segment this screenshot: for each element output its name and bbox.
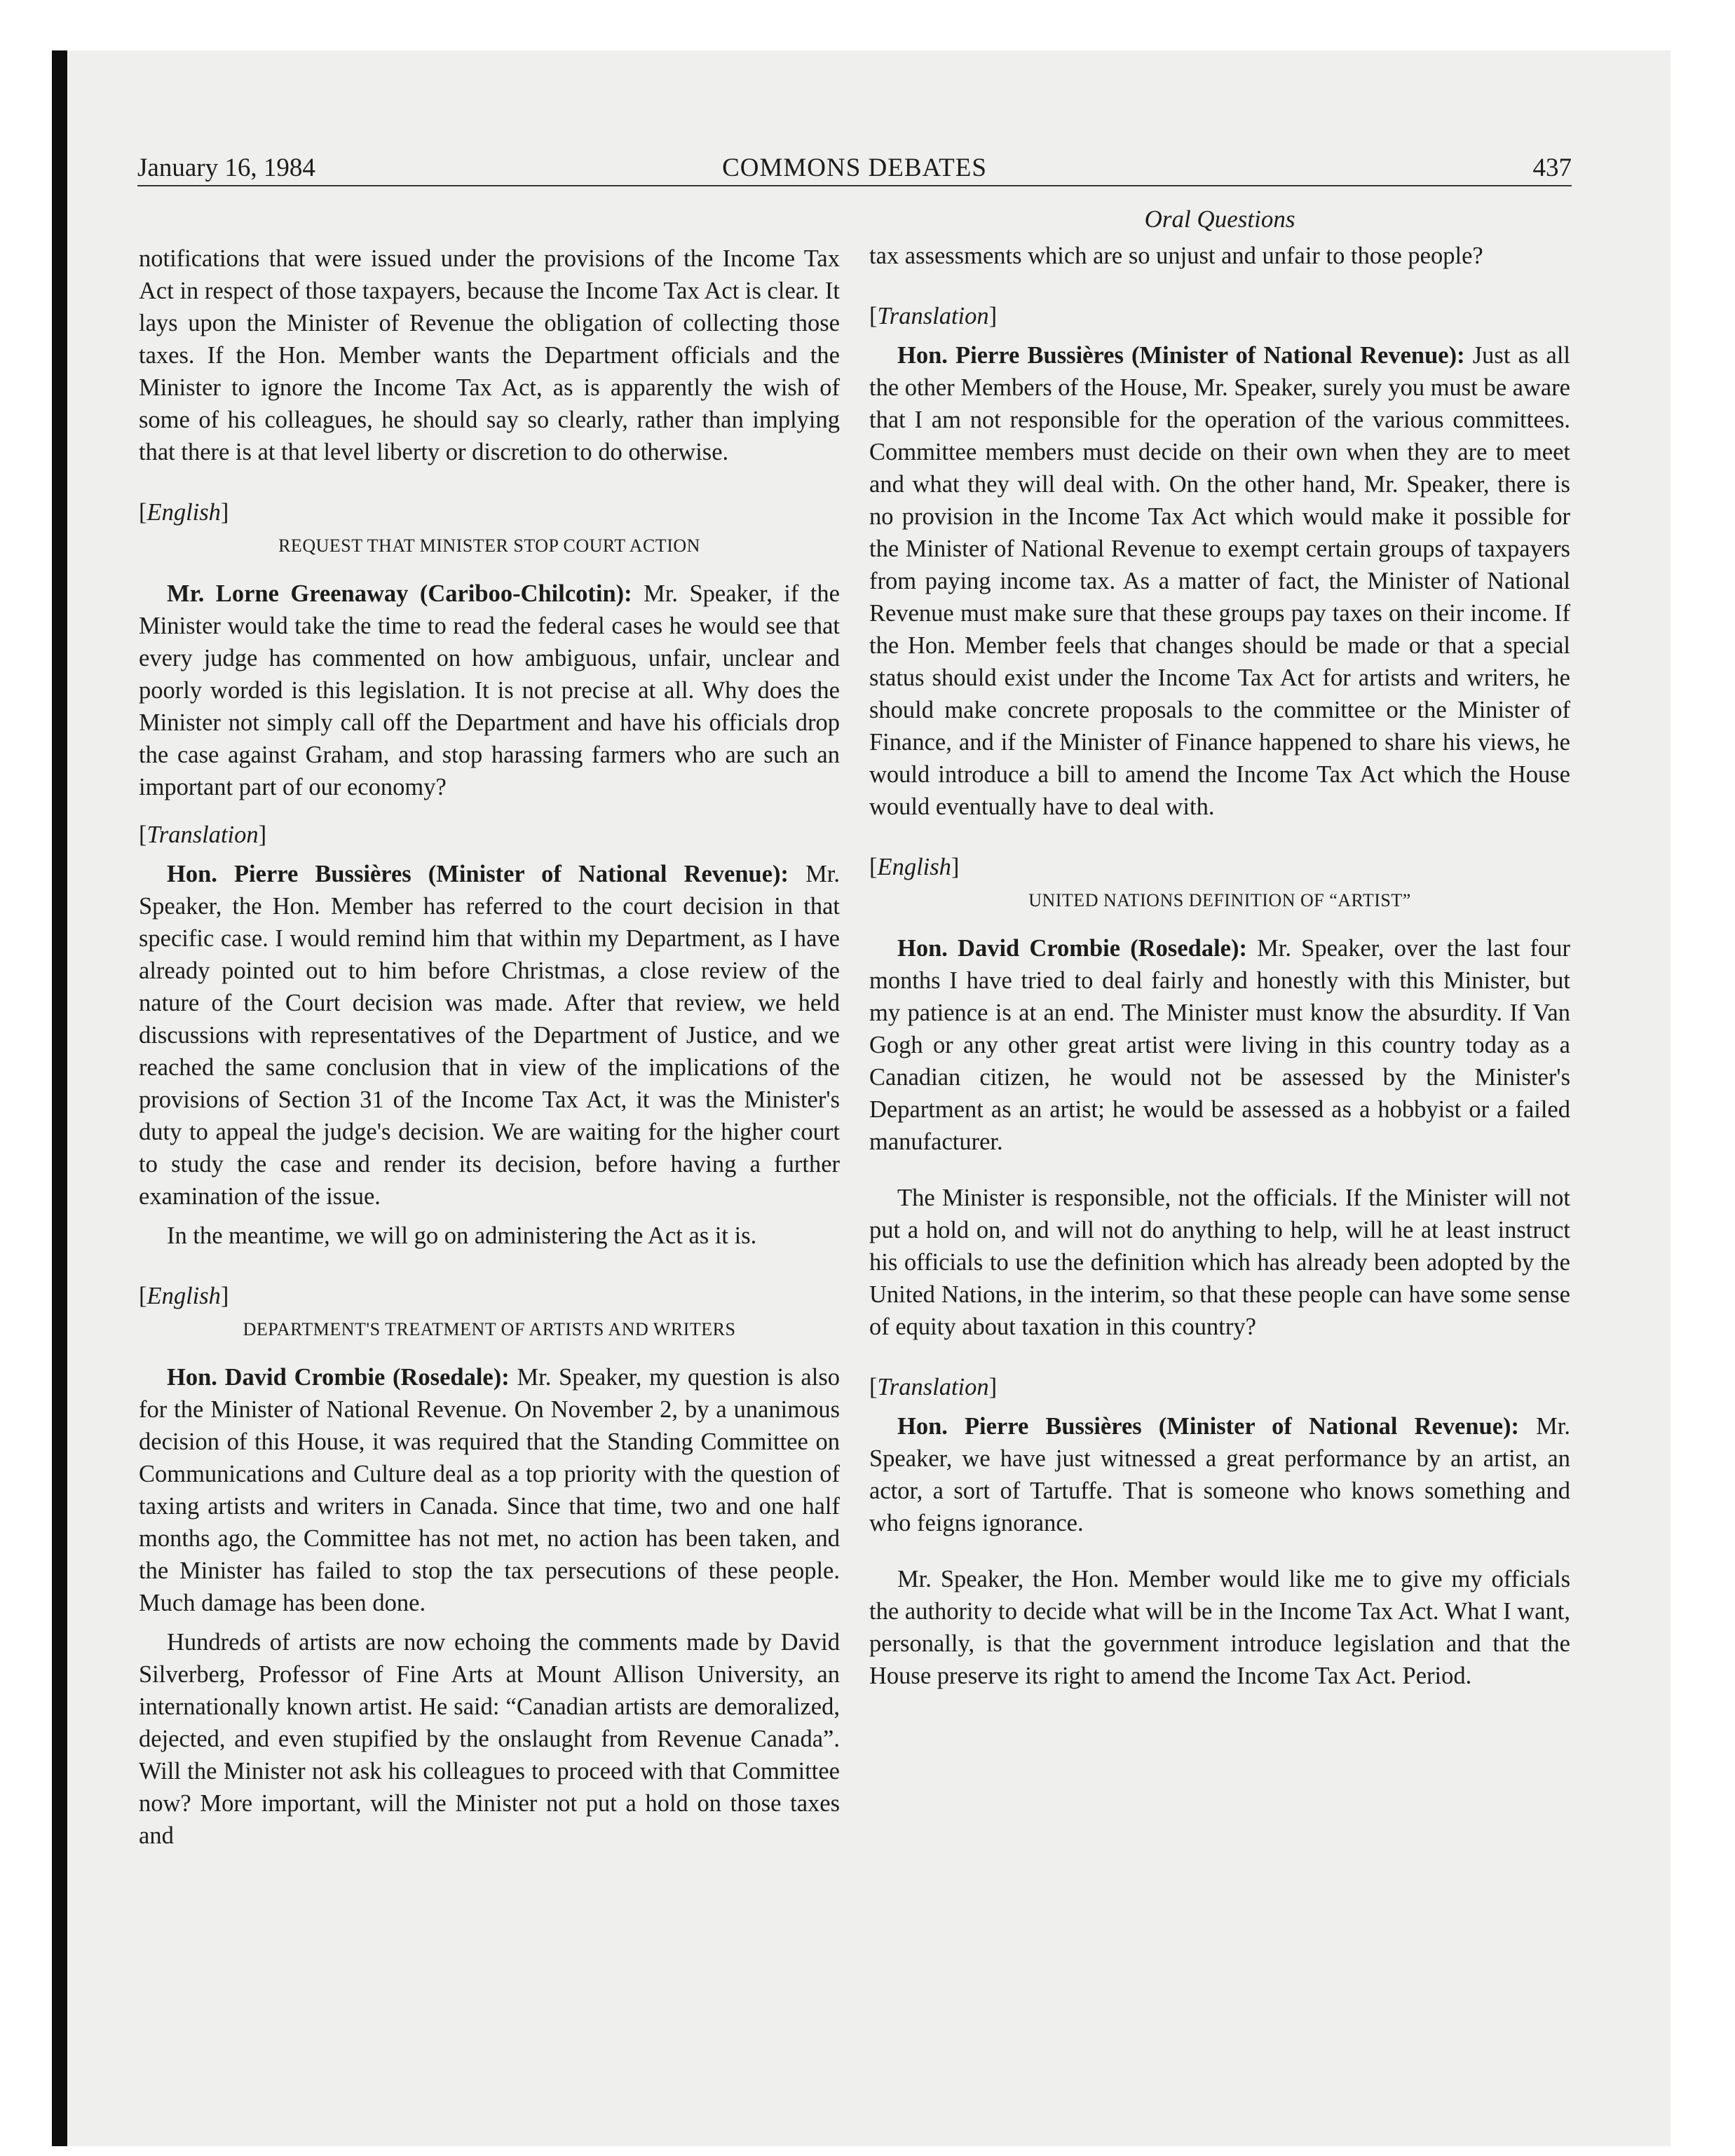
language-marker: [Translation] [869,1374,998,1400]
language-marker: [English] [139,1283,229,1309]
speech-text: Mr. Speaker, if the Minister would take the time to read the federal cases he would see that every judge has commented on how ambiguous, unfair, unclear and poorly worded is this legislation. It is not precise at all. Why does the Minister not simply call off the Department and have his officials drop the case against Graham, and stop harassing farmers who are such an important part of our economy? [139,580,840,800]
language-label: Translation [147,821,259,848]
language-marker: [Translation] [139,821,267,848]
speaker-name: Hon. David Crombie (Rosedale): [897,935,1247,962]
running-head: Oral Questions [1144,205,1295,233]
header-page-number: 437 [1532,153,1572,182]
scan-edge [52,50,67,2146]
speaker-name: Hon. Pierre Bussières (Minister of National Revenue): [167,861,789,887]
speaker-name: Hon. Pierre Bussières (Minister of National Revenue): [897,1413,1520,1440]
paragraph: Mr. Speaker, the Hon. Member would like me to give my officials the authority to decide what will be in the Income Tax Act. What I want, personally, is that the government introduce legislation and that the House preserve its right to amend the Income Tax Act. Period. [869,1566,1570,1689]
speech-text: Just as all the other Members of the House, Mr. Speaker, surely you must be aware that I am not responsible for the operation of the various committees. Committee members must decide on their own when they are to meet and what they will deal with. On the other hand, Mr. Speaker, there is no provision in the Income Tax Act which would make it possible for the Minister of National Revenue to exempt certain groups of taxpayers from paying income tax. As a matter of fact, the Minister of National Revenue must make sure that these groups pay taxes on their income. If the Hon. Member feels that changes should be made or that a special status should exist under the Income Tax Act for artists and writers, he should make concrete proposals to the committee or the Minister of Finance, and if the Minister of Finance happened to share his views, he would introduce a bill to amend the Income Tax Act which the House would eventually have to deal with. [869,342,1570,820]
speech-paragraph [869,339,1570,823]
header-publication: COMMONS DEBATES [722,153,987,182]
paragraph: notifications that were issued under the provisions of the Income Tax Act in respect of those taxpayers, because the Income Tax Act is clear. It lays upon the Minister of Revenue the obligation of collecting those taxes. If the Hon. Member wants the Department officials and the Minister to ignore the Income Tax Act, as is apparently the wish of some of his colleagues, he should say so clearly, rather than implying that there is at that level liberty or discretion to do otherwise. [139,245,840,465]
left-column [139,203,840,1852]
language-marker: [English] [869,854,960,880]
speech-text: Mr. Speaker, the Hon. Member has referred to the court decision in that specific case. I would remind him that within my Department, as I have already pointed out to him before Christmas, a close review of the nature of the Court decision was made. After that review, we held discussions with representatives of the Department of Justice, and we reached the same conclusion that in view of the implications of the provisions of Section 31 of the Income Tax Act, it was the Minister's duty to appeal the judge's decision. We are waiting for the higher court to study the case and render its decision, before having a further examination of the issue. [139,861,841,1210]
speech-text: Mr. Speaker, we have just witnessed a great performance by an artist, an actor, a sort of Tartuffe. That is someone who knows something and who feigns ignorance. [869,1413,1571,1536]
language-label: Translation [877,303,989,329]
speech-text: Mr. Speaker, my question is also for the Minister of National Revenue. On November 2, by a unanimous decision of this House, it was required that the Standing Committee on Communications and Culture deal as a top priority with the question of taxing artists and writers in Canada. Since that time, two and one half months ago, the Committee has not met, no action has been taken, and the Minister has failed to stop the tax persecutions of these people. Much damage has been done. [139,1364,840,1616]
header-date: January 16, 1984 [137,153,315,182]
language-label: English [147,499,221,526]
paragraph: Hundreds of artists are now echoing the comments made by David Silverberg, Professor of Fine Arts at Mount Allison University, an internationally known artist. He said: “Canadian artists are demoralized, dejected, and even stupified by the onslaught from Revenue Canada”. Will the Minister not ask his colleagues to proceed with that Committee now? More important, will the Minister not put a hold on those taxes and [139,1629,840,1849]
language-marker: [Translation] [869,303,998,329]
speaker-name: Hon. Pierre Bussières (Minister of National Revenue): [897,342,1465,369]
speech-paragraph [139,578,840,803]
language-label: English [877,854,951,880]
speech-paragraph [869,932,1570,1158]
language-marker: [English] [139,499,229,526]
language-label: Translation [877,1374,989,1400]
page-header [137,149,1572,188]
speaker-name: Mr. Lorne Greenaway (Cariboo-Chilcotin): [167,580,632,607]
speech-paragraph [869,1410,1570,1539]
speech-paragraph [139,858,840,1213]
section-heading: UNITED NATIONS DEFINITION OF “ARTIST” [1028,890,1411,910]
paragraph: In the meantime, we will go on administering the Act as it is. [167,1222,757,1249]
language-label: English [147,1283,221,1309]
speech-paragraph [139,1361,840,1619]
right-column [869,203,1570,1692]
speaker-name: Hon. David Crombie (Rosedale): [167,1364,510,1391]
section-heading: DEPARTMENT'S TREATMENT OF ARTISTS AND WRITERS [243,1319,736,1339]
header-rule [137,185,1572,186]
section-heading: REQUEST THAT MINISTER STOP COURT ACTION [278,535,700,556]
speech-text: Mr. Speaker, over the last four months I have tried to deal fairly and honestly with this Minister, but my patience is at an end. The Minister must know the absurdity. If Van Gogh or any other great artist were living in this country today as a Canadian citizen, he would not be assessed by the Minister's Department as an artist; he would be assessed as a hobbyist or a failed manufacturer. [869,935,1570,1155]
paragraph: tax assessments which are so unjust and unfair to those people? [869,243,1483,269]
paragraph: The Minister is responsible, not the officials. If the Minister will not put a hold on, and will not do anything to help, will he at least instruct his officials to use the definition which has already been adopted by the United Nations, in the interim, so that these people can have some sense of equity about taxation in this country? [869,1185,1570,1340]
